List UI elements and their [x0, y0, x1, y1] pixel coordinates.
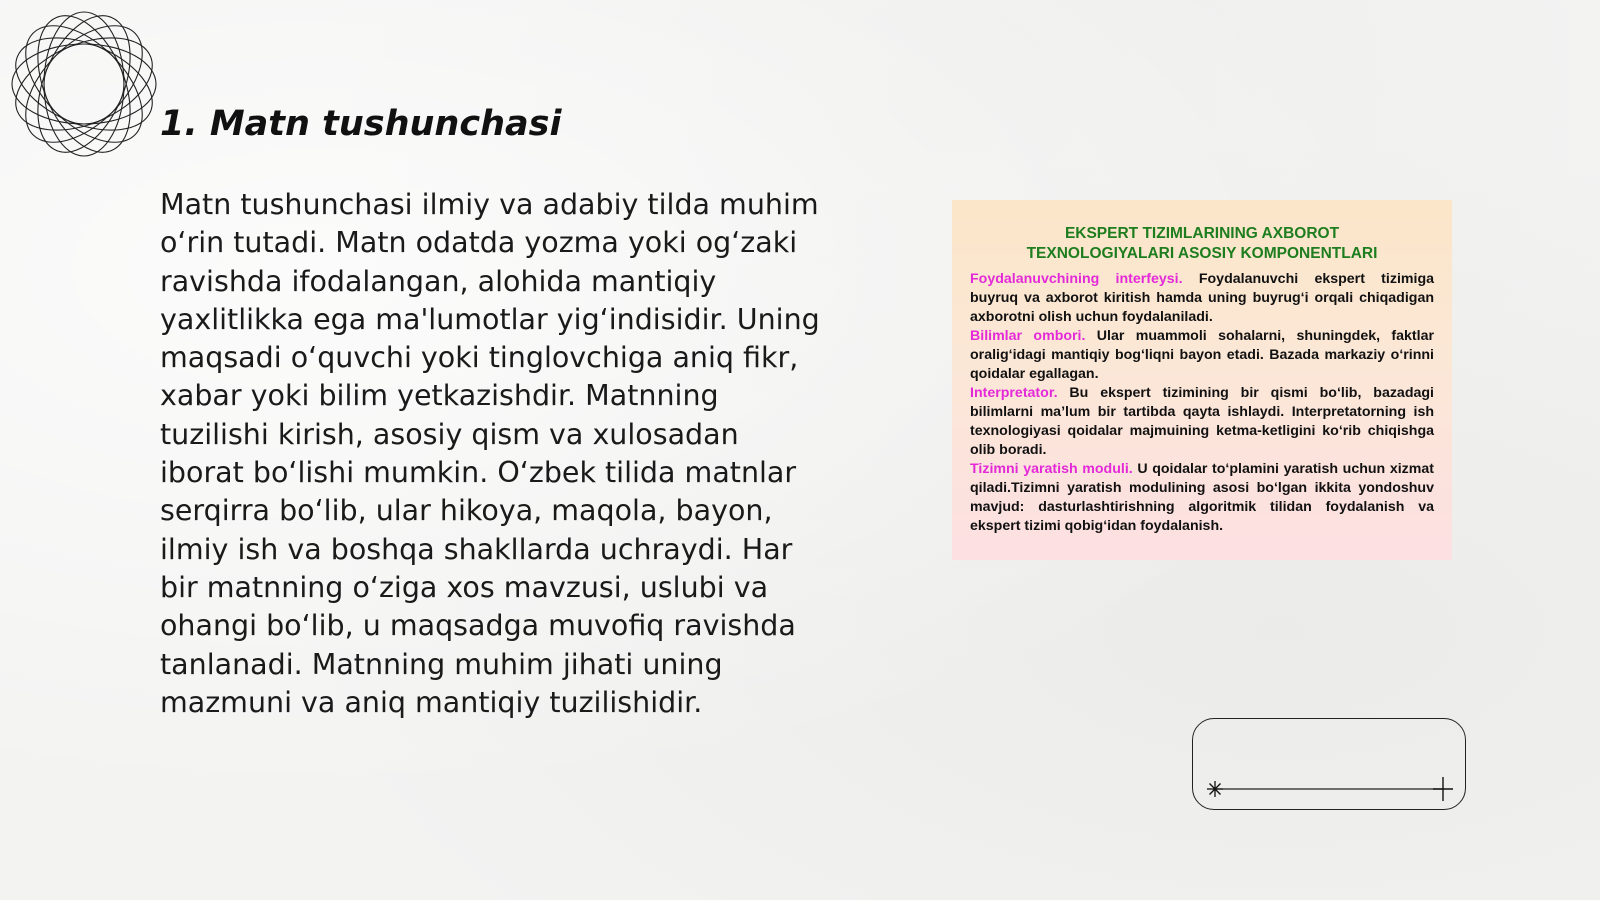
infobox-text: U qoidalar to‘plamini yaratish uchun xizmat qiladi.Tizimni yaratish modulining asosi bo‘lgan ikkita yondoshuv mavjud: dasturlashtirishning algoritmik tilidan foydalanish va ekspert tizimi qobig‘idan foydalanish.: [970, 461, 1434, 534]
infobox-item: [970, 460, 1434, 536]
infobox-text: Foydalanuvchi ekspert tizimiga buyruq va axborot kiritish hamda uning buyrug‘i orqali chiqadigan axborotni olish uchun foydalaniladi.: [970, 271, 1434, 325]
star-cross-icon: [1433, 777, 1453, 801]
infobox-item: [970, 384, 1434, 460]
infobox-term: Bilimlar ombori.: [970, 328, 1086, 344]
decorative-slider-card: [1192, 718, 1466, 810]
body-paragraph: Matn tushunchasi ilmiy va adabiy tilda muhim o‘rin tutadi. Matn odatda yozma yoki og‘zaki ravishda ifodalangan, alohida mantiqiy yaxlitlikka ega ma'lumotlar yig‘indisidir. Uning maqsadi o‘quvchi yoki tinglovchiga aniq fikr, xabar yoki bilim yetkazishdir. Matnning tuzilishi kirish, asosiy qism va xulosadan iborat bo‘lishi mumkin. O‘zbek tilida matnlar serqirra bo‘lib, ular hikoya, maqola, bayon, ilmiy ish va boshqa shakllarda uchraydi. Har bir matnning o‘ziga xos mavzusi, uslubi va ohangi bo‘lib, u maqsadga muvofiq ravishda tanlanadi. Matnning muhim jihati uning mazmuni va aniq mantiqiy tuzilishidir.: [160, 188, 820, 719]
infobox-term: Tizimni yaratish moduli.: [970, 461, 1133, 477]
rings-logo-icon: [8, 8, 160, 160]
infobox-text: Ular muammoli sohalarni, shuningdek, faktlar oralig‘idagi mantiqiy bog‘liqni bayon etadi. Bazada markaziy o‘rinni qoidalar egallagan.: [970, 328, 1434, 382]
infobox-item: [970, 270, 1434, 327]
slider-line: [1193, 719, 1467, 811]
infobox-title: EKSPERT TIZIMLARINING AXBOROT TEXNOLOGIYALARI ASOSIY KOMPONENTLARI: [1026, 225, 1378, 262]
infobox-term: Foydalanuvchining interfeysi.: [970, 271, 1183, 287]
infobox-term: Interpretator.: [970, 385, 1058, 401]
slide-title: 1. Matn tushunchasi: [160, 104, 562, 144]
expert-systems-infobox: [952, 200, 1452, 560]
sparkle-icon: [1207, 781, 1223, 797]
infobox-item: [970, 327, 1434, 384]
infobox-text: Bu ekspert tizimining bir qismi bo‘lib, bazadagi bilimlarni ma’lum bir tartibda qayta ishlaydi. Interpretatorning ish texnologiyasi qoidalar majmuining ketma-ketligini ko‘rib chiqishga olib boradi.: [970, 385, 1434, 458]
